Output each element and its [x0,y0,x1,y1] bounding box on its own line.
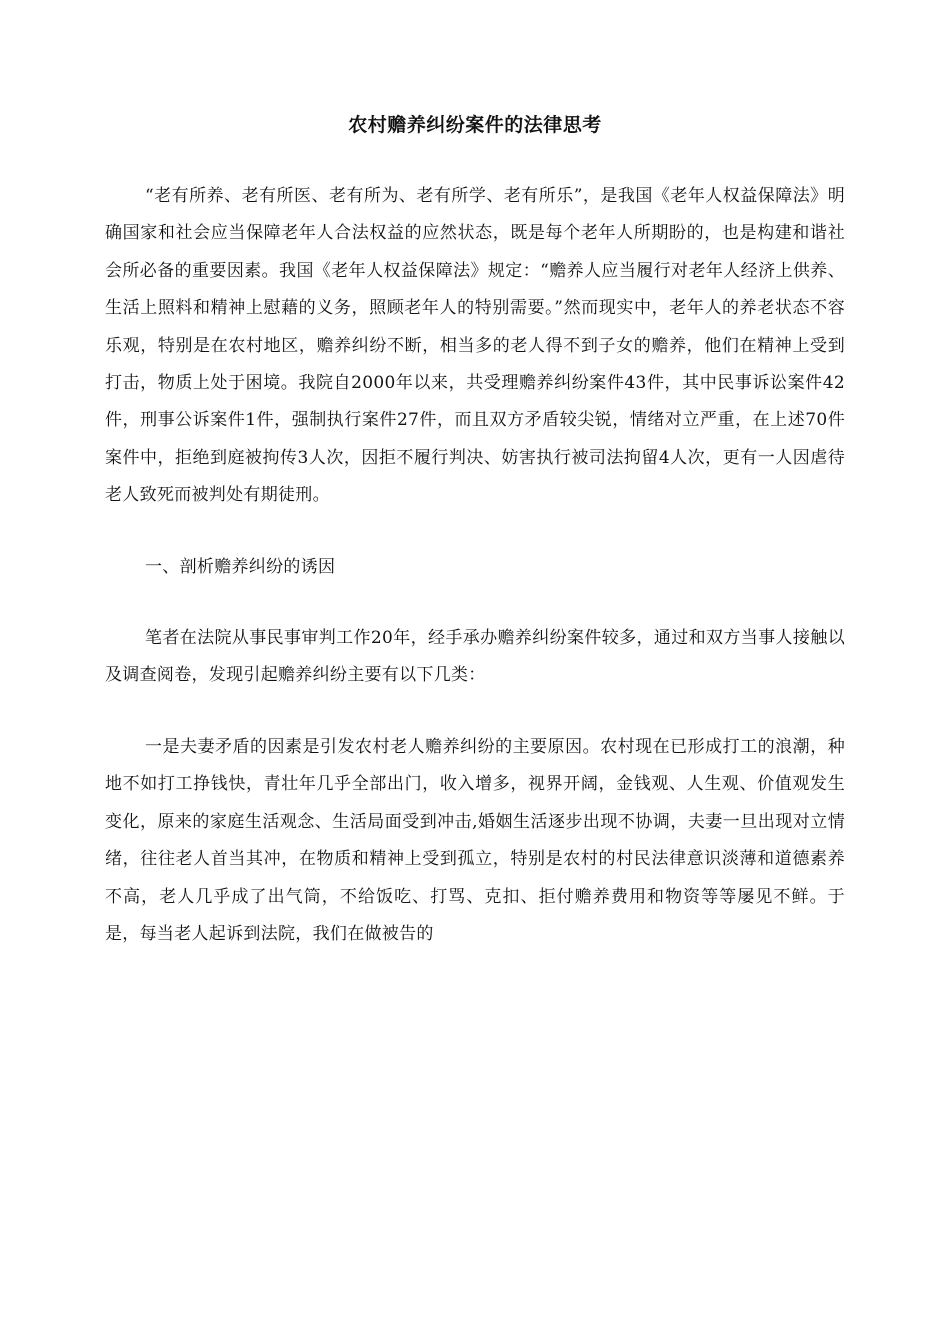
section-heading: 一、剖析赡养纠纷的诱因 [145,556,336,577]
document-title: 农村赡养纠纷案件的法律思考 [348,114,602,136]
body-paragraph: 一是夫妻矛盾的因素是引发农村老人赡养纠纷的主要原因。农村现在已形成打工的浪潮，种地不如打工挣钱快，青壮年几乎全部出门，收入增多，视界开阔，金钱观、人生观、价值观发生变化，原来的家庭生活观念、生活局面受到冲击,婚姻生活逐步出现不协调，夫妻一旦出现对立情绪，往往老人首当其冲，在物质和精神上受到孤立，特别是农村的村民法律意识淡薄和道德素养不高，老人几乎成了出气筒，不给饭吃、打骂、克扣、拒付赡养费用和物资等等屡见不鲜。于是，每当老人起诉到法院，我们在做被告的 [105,736,845,944]
body-paragraph: 笔者在法院从事民事审判工作20年，经手承办赡养纠纷案件较多，通过和双方当事人接触以及调查阅卷，发现引起赡养纠纷主要有以下几类： [105,628,845,686]
intro-paragraph: “老有所养、老有所医、老有所为、老有所学、老有所乐”，是我国《老年人权益保障法》明确国家和社会应当保障老年人合法权益的应然状态，既是每个老年人所期盼的，也是构建和谐社会所必备的重要因素。我国《老年人权益保障法》规定：“赡养人应当履行对老年人经济上供养、生活上照料和精神上慰藉的义务，照顾老年人的特别需要。”然而现实中，老年人的养老状态不容乐观，特别是在农村地区，赡养纠纷不断，相当多的老人得不到子女的赡养，他们在精神上受到打击，物质上处于困境。我院自2000年以来，共受理赡养纠纷案件43件，其中民事诉讼案件42件，刑事公诉案件1件，强制执行案件27件，而且双方矛盾较尖锐，情绪对立严重，在上述70件案件中，拒绝到庭被拘传3人次，因拒不履行判决、妨害执行被司法拘留4人次，更有一人因虐待老人致死而被判处有期徒刑。 [105,186,845,506]
document-body [105,178,845,987]
